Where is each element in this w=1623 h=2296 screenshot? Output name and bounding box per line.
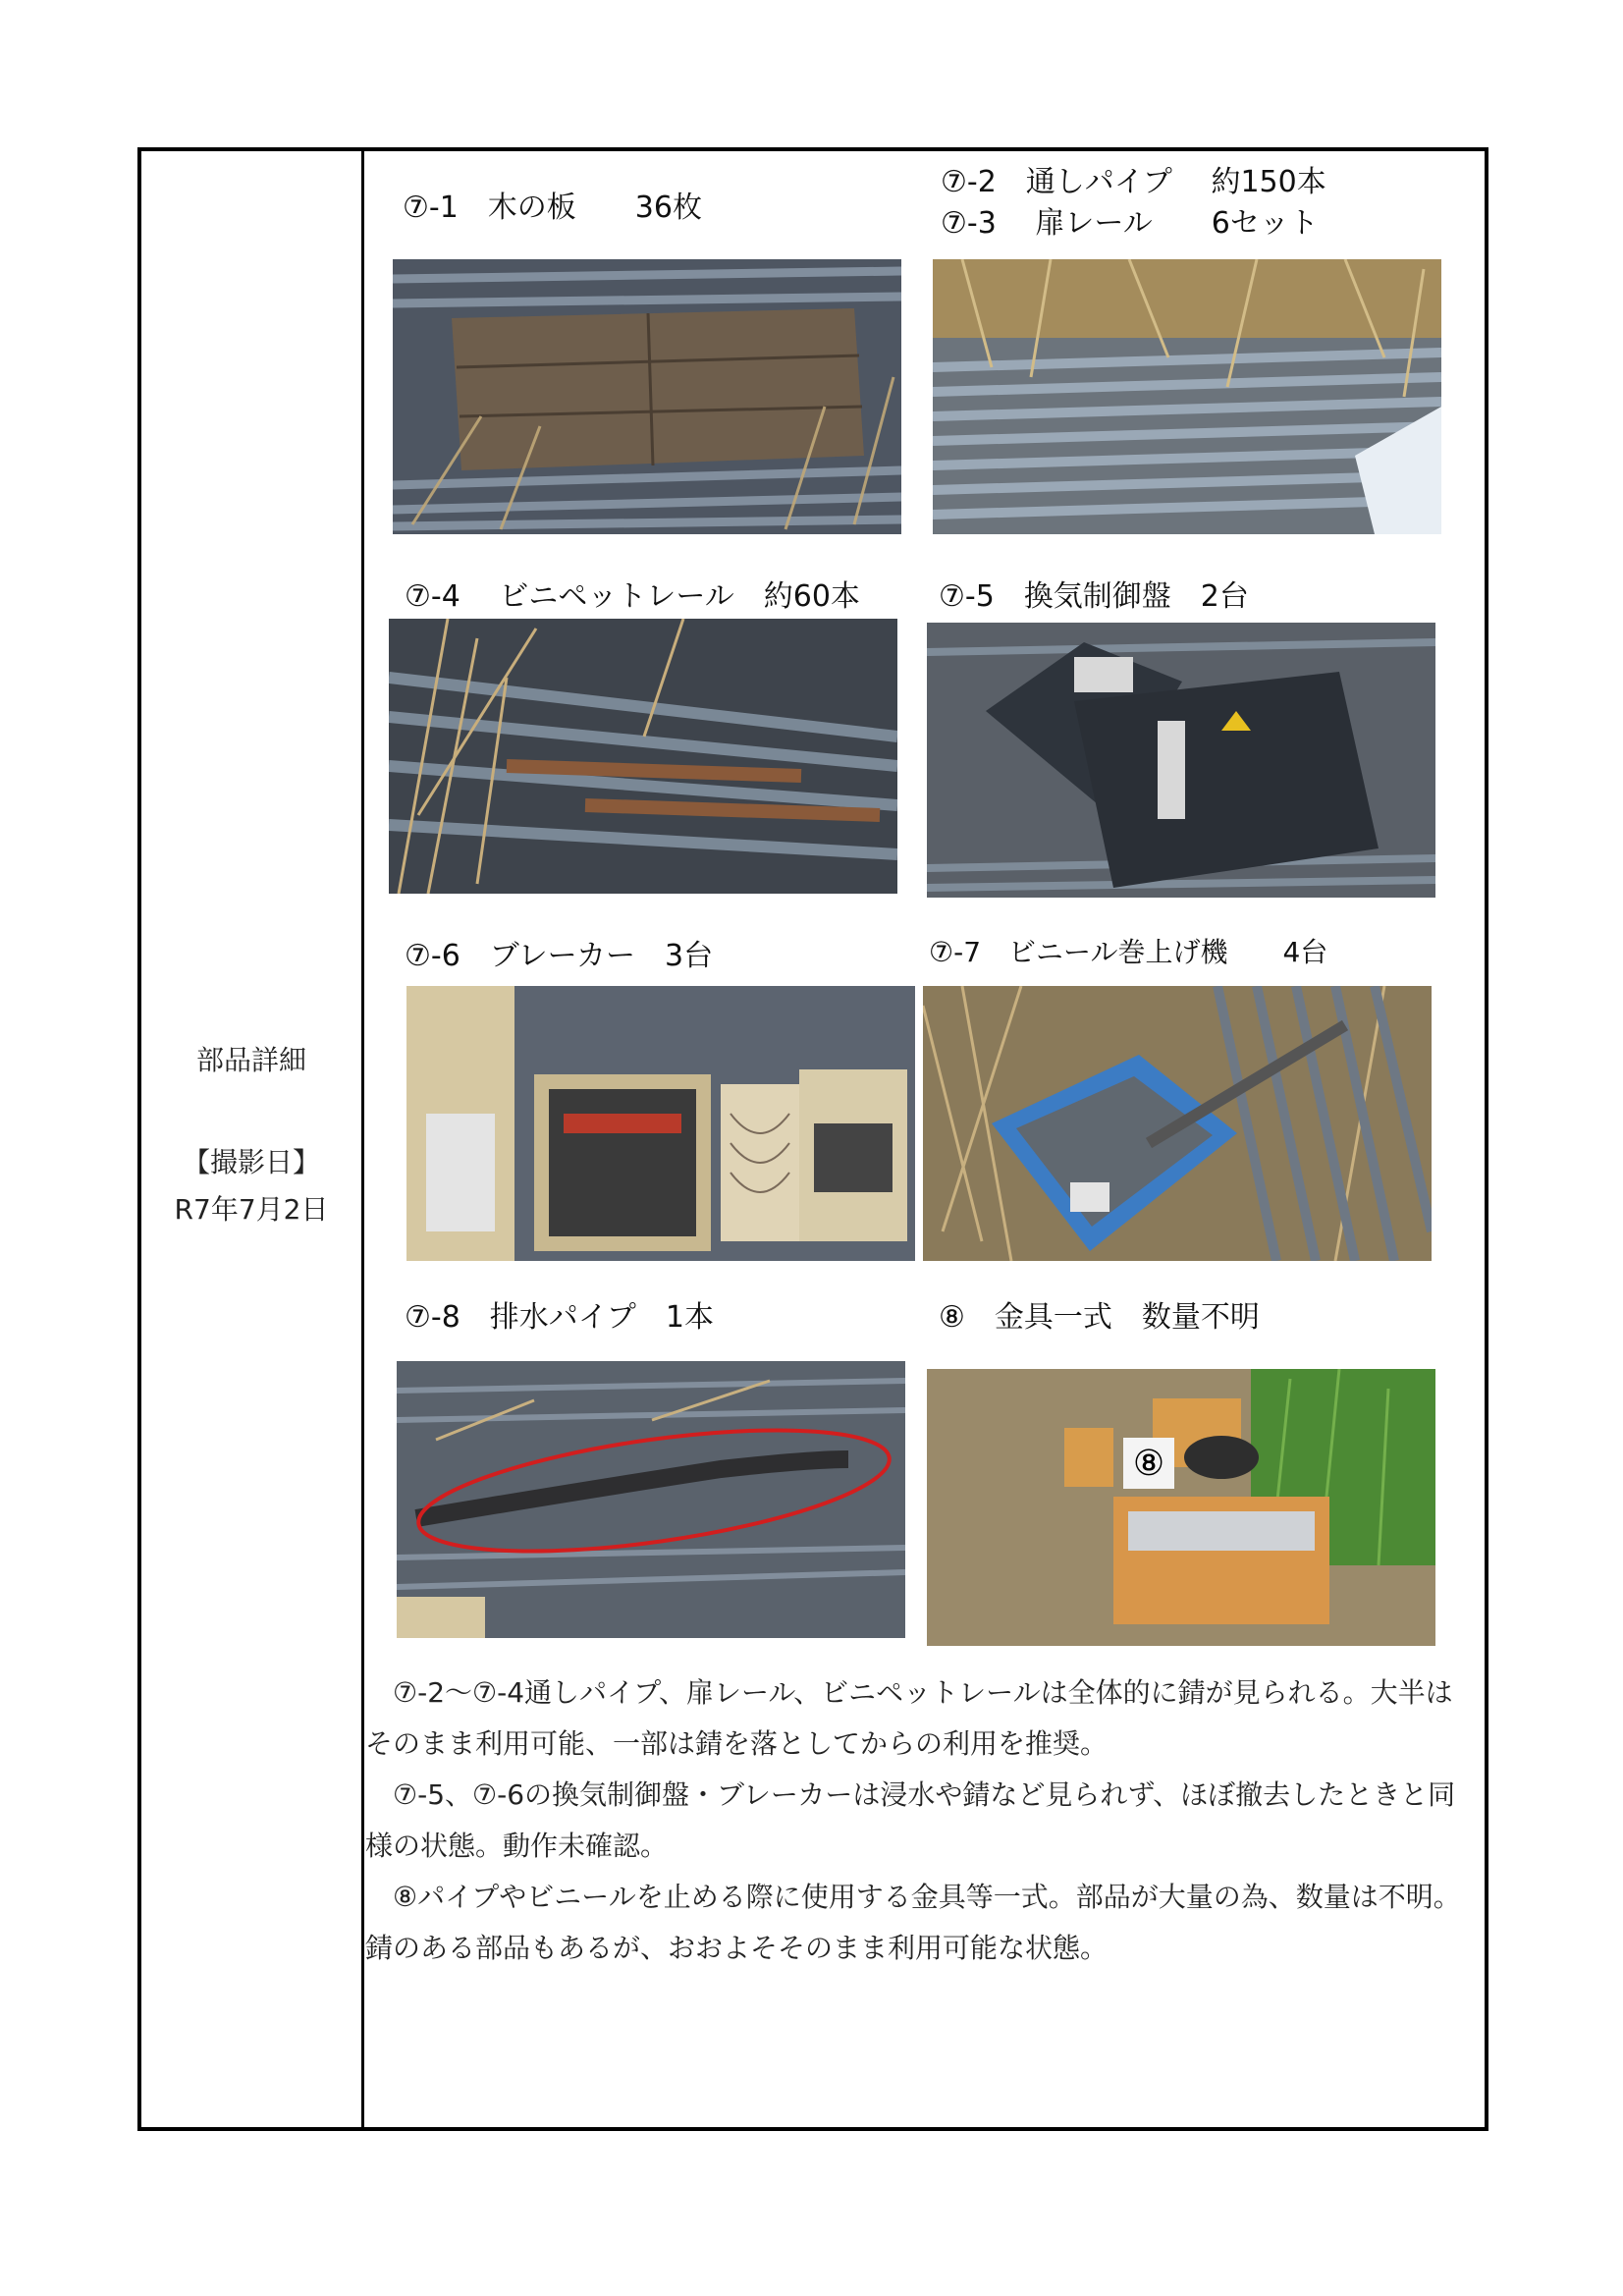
label-cell	[141, 151, 361, 2127]
column-divider	[361, 151, 364, 2127]
section-label: 部品詳細	[195, 1044, 306, 1076]
notes	[365, 1667, 1465, 1974]
caption-7-6: ⑦-6 ブレーカー 3台	[405, 939, 714, 973]
caption-7-3: ⑦-3 扉レール 6セット	[941, 206, 1319, 241]
photo-date-heading: 【撮影日】	[182, 1146, 320, 1178]
caption-8: ⑧ 金具一式 数量不明	[939, 1300, 1260, 1335]
caption-7-8: ⑦-8 排水パイプ 1本	[405, 1300, 714, 1335]
caption-7-1: ⑦-1 木の板 36枚	[403, 191, 702, 225]
photo-drain-pipe	[397, 1361, 905, 1638]
note-paragraph: ⑦-5、⑦-6の換気制御盤・ブレーカーは浸水や錆など見られず、ほぼ撤去したときと同様の状態。動作未確認。	[365, 1778, 1456, 1862]
note-paragraph: ⑧パイプやビニールを止める際に使用する金具等一式。部品が大量の為、数量は不明。錆のある部品もあるが、おおよそそのまま利用可能な状態。	[365, 1881, 1461, 1964]
note-paragraph: ⑦-2～⑦-4通しパイプ、扉レール、ビニペットレールは全体的に錆が見られる。大半はそのまま利用可能、一部は錆を落としてからの利用を推奨。	[365, 1676, 1453, 1760]
photo-rusty-rails	[389, 619, 897, 894]
caption-7-4: ⑦-4 ビニペットレール 約60本	[405, 579, 860, 614]
photo-steel-pipes	[933, 259, 1441, 534]
photo-wood-planks	[393, 259, 901, 534]
caption-7-5: ⑦-5 換気制御盤 2台	[939, 579, 1249, 614]
photo-control-panels	[927, 623, 1435, 898]
photo-winders	[923, 986, 1432, 1261]
caption-7-7: ⑦-7 ビニール巻上げ機 4台	[929, 936, 1328, 968]
photo-breaker-boxes	[406, 986, 915, 1261]
photo-number-tag: ⑧	[1132, 1444, 1165, 1484]
caption-7-2: ⑦-2 通しパイプ 約150本	[941, 165, 1326, 199]
photo-hardware-crates	[927, 1369, 1435, 1646]
photo-date-value: R7年7月2日	[174, 1193, 329, 1226]
